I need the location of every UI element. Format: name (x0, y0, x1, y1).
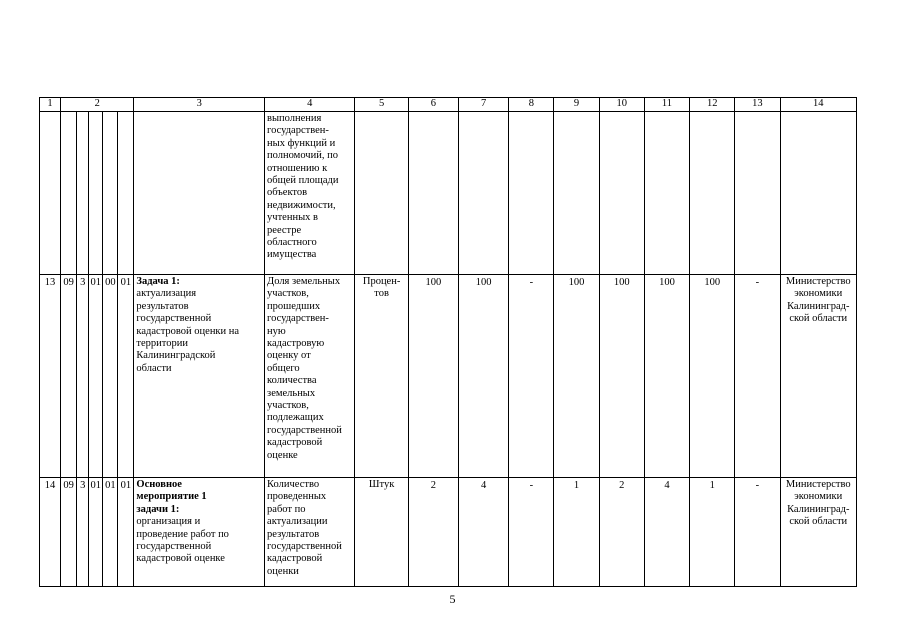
header-cell: 8 (509, 98, 554, 112)
header-cell: 6 (408, 98, 458, 112)
table-row (40, 112, 857, 275)
value-cell: 100 (554, 275, 599, 478)
code-part (77, 112, 89, 275)
table-row (40, 275, 857, 478)
executor-cell: Министерство экономики Калининград- ской области (780, 275, 856, 478)
value-cell: 100 (408, 275, 458, 478)
value-cell: 100 (599, 275, 644, 478)
task-text: актуализация результатов государственной кадастровой оценки на территории Калининградской области (136, 288, 240, 374)
value-cell (644, 112, 689, 275)
header-cell: 11 (644, 98, 689, 112)
header-cell: 12 (690, 98, 735, 112)
value-cell: 4 (644, 478, 689, 587)
row-number: 14 (40, 478, 61, 587)
header-cell: 10 (599, 98, 644, 112)
task-title: Основное мероприятие 1 задачи 1: (136, 479, 207, 515)
header-cell: 5 (355, 98, 408, 112)
value-cell: 2 (599, 478, 644, 587)
value-cell (554, 112, 599, 275)
code-part: 3 (77, 478, 89, 587)
page-number: 5 (449, 592, 456, 606)
value-cell: 100 (690, 275, 735, 478)
code-part (89, 112, 103, 275)
value-cell: 100 (458, 275, 508, 478)
code-part: 01 (118, 478, 134, 587)
value-cell: 1 (554, 478, 599, 587)
header-cell: 7 (458, 98, 508, 112)
code-part: 01 (118, 275, 134, 478)
code-part: 01 (89, 478, 103, 587)
table-row (40, 478, 857, 587)
task-text: организация и проведение работ по государственной кадастровой оценке (136, 516, 229, 565)
header-cell: 1 (40, 98, 61, 112)
code-part: 09 (61, 275, 77, 478)
value-cell (509, 112, 554, 275)
header-cell: 2 (61, 98, 134, 112)
code-part: 00 (103, 275, 118, 478)
code-part: 01 (103, 478, 118, 587)
task-cell (134, 112, 265, 275)
value-cell: - (735, 275, 780, 478)
unit-cell: Штук (355, 478, 408, 587)
header-cell: 13 (735, 98, 780, 112)
header-cell: 14 (780, 98, 856, 112)
code-part: 3 (77, 275, 89, 478)
value-cell (735, 112, 780, 275)
indicators-table (39, 97, 857, 587)
value-cell: - (509, 275, 554, 478)
header-cell: 4 (265, 98, 355, 112)
value-cell (408, 112, 458, 275)
executor-cell: Министерство экономики Калининград- ской области (780, 478, 856, 587)
value-cell: - (735, 478, 780, 587)
code-part (118, 112, 134, 275)
code-part: 01 (89, 275, 103, 478)
value-cell (458, 112, 508, 275)
code-part (103, 112, 118, 275)
value-cell: 1 (690, 478, 735, 587)
value-cell: 100 (644, 275, 689, 478)
value-cell: 4 (458, 478, 508, 587)
value-cell: 2 (408, 478, 458, 587)
task-title: Задача 1: (136, 276, 180, 287)
header-cell: 3 (134, 98, 265, 112)
indicator-cell: Доля земельных участков, прошедших государствен- ную кадастровую оценку от общего количества земельных участков, подлежащих государственной кадастровой оценке (265, 275, 355, 478)
unit-cell (355, 112, 408, 275)
value-cell: - (509, 478, 554, 587)
task-cell (134, 478, 265, 587)
value-cell (690, 112, 735, 275)
unit-cell: Процен- тов (355, 275, 408, 478)
indicator-cell: выполнения государствен- ных функций и полномочий, по отношению к общей площади объектов недвижимости, учтенных в реестре областного имущества (265, 112, 355, 275)
header-row (40, 98, 857, 112)
header-cell: 9 (554, 98, 599, 112)
code-part: 09 (61, 478, 77, 587)
row-number: 13 (40, 275, 61, 478)
task-cell (134, 275, 265, 478)
code-part (61, 112, 77, 275)
executor-cell (780, 112, 856, 275)
row-number (40, 112, 61, 275)
value-cell (599, 112, 644, 275)
indicator-cell: Количество проведенных работ по актуализации результатов государственной кадастровой оценки (265, 478, 355, 587)
